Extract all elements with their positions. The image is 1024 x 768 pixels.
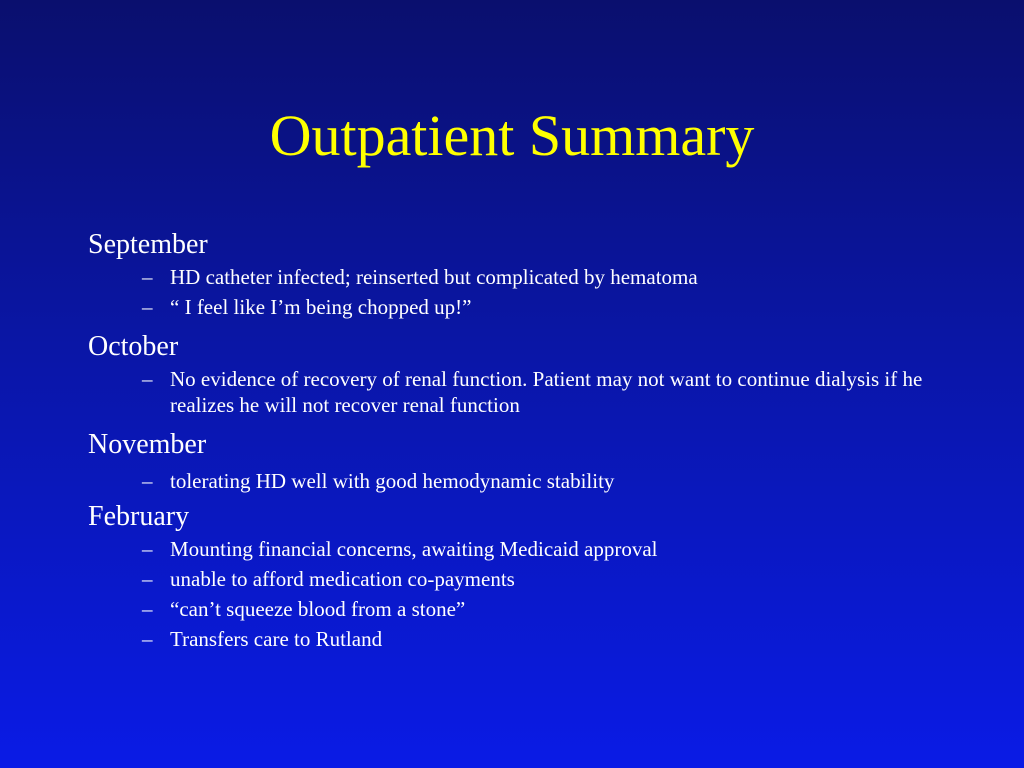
section-heading: February <box>88 501 190 532</box>
list-item-text: HD catheter infected; reinserted but complicated by hematoma <box>170 265 698 289</box>
list-item <box>88 294 948 320</box>
list-item <box>88 264 948 290</box>
dash-bullet: – <box>142 597 153 621</box>
dash-bullet: – <box>142 295 153 319</box>
section-september <box>88 226 948 320</box>
list-item-text: Transfers care to Rutland <box>170 627 383 651</box>
section-february <box>88 498 948 652</box>
list-item <box>88 566 948 592</box>
dash-bullet: – <box>142 469 153 493</box>
dash-bullet: – <box>142 265 153 289</box>
dash-bullet: – <box>142 367 153 391</box>
slide-body <box>88 226 948 656</box>
list-item-text: No evidence of recovery of renal function. Patient may not want to continue dialysis if he realizes he will not recover renal function <box>170 367 923 417</box>
list-item <box>88 536 948 562</box>
list-item-text: unable to afford medication co-payments <box>170 567 515 591</box>
list-item-text: “ I feel like I’m being chopped up!” <box>170 295 472 319</box>
sub-list <box>88 366 948 418</box>
dash-bullet: – <box>142 627 153 651</box>
list-item <box>88 468 948 494</box>
dash-bullet: – <box>142 537 153 561</box>
sub-list <box>88 264 948 320</box>
slide-title: Outpatient Summary <box>269 103 755 168</box>
list-item <box>88 366 948 418</box>
section-heading: October <box>88 331 179 362</box>
list-item-text: “can’t squeeze blood from a stone” <box>170 597 466 621</box>
list-item <box>88 626 948 652</box>
list-item-text: Mounting financial concerns, awaiting Medicaid approval <box>170 537 658 561</box>
section-october <box>88 328 948 418</box>
list-item-text: tolerating HD well with good hemodynamic stability <box>170 469 615 493</box>
list-item <box>88 596 948 622</box>
section-november <box>88 426 948 494</box>
dash-bullet: – <box>142 567 153 591</box>
section-heading: November <box>88 429 207 460</box>
sub-list <box>88 468 948 494</box>
sub-list <box>88 536 948 652</box>
section-heading: September <box>88 229 208 260</box>
